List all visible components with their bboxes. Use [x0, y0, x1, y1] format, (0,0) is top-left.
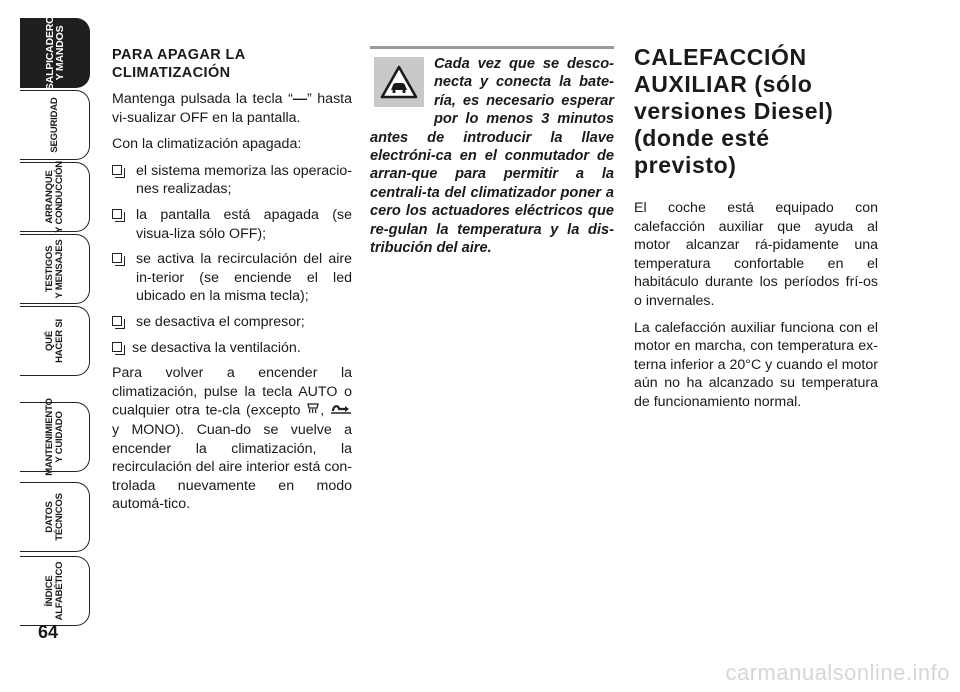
heating-paragraph-2: La calefacción auxiliar funciona con el motor en marcha, con temperatura ex-terna inferior a 20°C y cuando el motor aún no ha alcanzado su temperatura de funcionamiento normal.	[634, 319, 878, 410]
section-tabs	[20, 15, 92, 658]
checkbox-bullet-icon	[112, 316, 122, 326]
tab-datos-tecnicos[interactable]	[20, 482, 90, 552]
section-subheading: PARA APAGAR LA CLIMATIZACIÓN	[112, 47, 246, 81]
page-number: 64	[37, 622, 59, 642]
intro-text-end: ” hasta vi-sualizar OFF en la pantalla.	[112, 91, 352, 126]
tab-label: SALPICADERO Y MANDOS	[43, 15, 66, 91]
tab-mantenimiento-y-cuidado[interactable]	[20, 398, 90, 476]
tab-label: ÍNDICE ALFABÉTICO	[43, 561, 65, 621]
checkbox-bullet-icon	[112, 342, 122, 352]
tab-testigos-y-mensajes[interactable]	[20, 234, 90, 304]
tab-salpicadero-y-mandos[interactable]	[20, 15, 90, 91]
tab-arranque-y-conduccion[interactable]	[20, 162, 90, 232]
tab-label: SEGURIDAD	[48, 97, 60, 153]
tab-label: QUÉ HACER SI	[43, 319, 65, 363]
list-item-text: se activa la recirculación del aire in-terior (se enciende el led ubicado en la misma tecla);	[136, 251, 352, 305]
list-item	[112, 313, 352, 332]
minus-key-symbol: —	[292, 91, 307, 107]
list-item-text: la pantalla está apagada (se visua-liza sólo OFF);	[136, 206, 352, 242]
list-item-text: se desactiva el compresor;	[136, 313, 305, 330]
tab-que-hacer-si[interactable]	[20, 306, 90, 376]
tab-label: MANTENIMIENTO Y CUIDADO	[43, 398, 65, 476]
heating-paragraph-1: El coche está equipado con calefacción auxiliar que ayuda al motor alcanzar rá-pidamente una temperatura confortable en el habitáculo durante los períodos frí-os o invernales.	[634, 200, 878, 309]
list-item-text: se desactiva la ventilación.	[132, 339, 301, 356]
restart-paragraph	[112, 364, 352, 514]
battery-warning-box	[370, 46, 614, 257]
tab-label: DATOS TÉCNICOS	[43, 493, 65, 541]
checkbox-bullet-icon	[112, 165, 122, 175]
checkbox-bullet-icon	[112, 253, 122, 263]
tab-label: ARRANQUE Y CONDUCCIÓN	[43, 161, 65, 233]
auxiliary-heating-section	[634, 44, 878, 420]
tab-seguridad[interactable]	[20, 90, 90, 160]
restart-text-end: y MONO). Cuan-do se vuelve a encender la climatización, la recirculación del aire interior está con-trolada nuevamente en modo automá-tico.	[112, 421, 352, 513]
climate-off-section	[112, 46, 352, 522]
section-title: CALEFACCIÓN AUXILIAR (sólo versiones Diesel) (donde esté previsto)	[634, 44, 834, 178]
restart-text-start: Para volver a encender la climatización, pulse la tecla AUTO o cualquier otra te-cla (excepto	[112, 365, 352, 419]
checkbox-bullet-icon	[112, 209, 122, 219]
recirculation-icon	[330, 402, 352, 421]
tab-label: TESTIGOS Y MENSAJES	[43, 239, 65, 299]
list-item	[112, 250, 352, 306]
rear-defrost-icon	[306, 401, 320, 421]
watermark: carmanualsonline.info	[725, 660, 950, 685]
tab-indice-alfabetico[interactable]	[20, 556, 90, 626]
list-item-text: el sistema memoriza las operacio-nes realizadas;	[136, 162, 352, 198]
restart-comma: ,	[320, 402, 325, 419]
off-state-paragraph: Con la climatización apagada:	[112, 136, 302, 153]
list-item	[112, 339, 352, 358]
intro-text-start: Mantenga pulsada la tecla “	[112, 91, 293, 107]
list-item	[112, 206, 352, 243]
list-item	[112, 162, 352, 199]
warning-text: Cada vez que se desco-necta y conecta la bate-ría, es necesario esperar por lo menos 3 minutos antes de introducir la llave electróni-ca en el conmutador de arran-que para permitir a la centrali-ta del climatizador poner a cero los actuadores eléctricos que re-gulan la temperatura y la dis-tribución del aire.	[370, 56, 614, 257]
intro-paragraph	[112, 90, 352, 127]
warning-triangle-car-icon	[374, 57, 424, 107]
divider-rule	[370, 46, 614, 49]
